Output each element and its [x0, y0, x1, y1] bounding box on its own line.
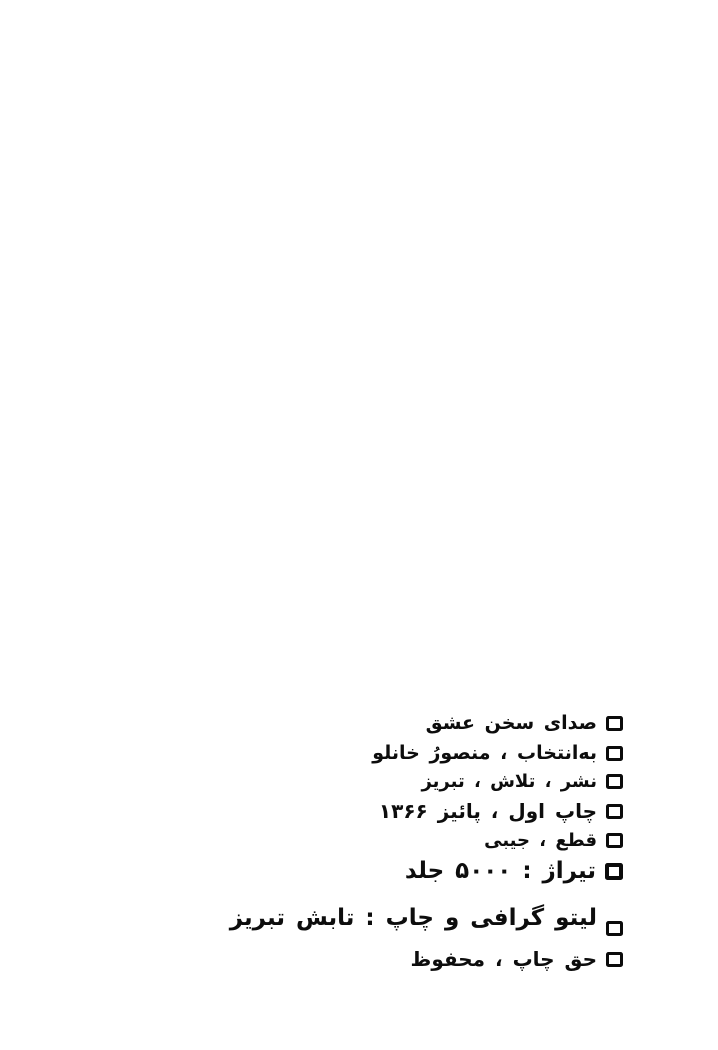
colophon-row-lithography: [230, 898, 623, 938]
lithography-text: لیتو گرافی و چاپ : تابش تبریز: [229, 905, 597, 931]
square-bullet-icon: [606, 716, 623, 731]
colophon-row-publisher: [421, 765, 623, 797]
square-bullet-icon: [606, 746, 623, 761]
colophon-row-title: [426, 706, 623, 740]
selected-by-text: به‌انتخاب ، منصورُ خانلو: [372, 742, 597, 764]
square-bullet-icon: [606, 833, 623, 848]
square-bullet-icon: [605, 863, 623, 880]
print-run-text: تیراژ : ۵۰۰۰ جلد: [404, 858, 596, 884]
colophon-row-printrun: [405, 852, 623, 890]
publisher-text: نشر ، تلاش ، تبریز: [421, 770, 597, 792]
edition-date-text: چاپ اول ، پائیز ۱۳۶۶: [378, 799, 597, 823]
format-text: قطع ، جیبی: [484, 829, 597, 851]
copyright-text: حق چاپ ، محفوظ: [410, 947, 597, 971]
colophon-row-edition: [379, 794, 623, 828]
square-bullet-icon: [606, 952, 623, 967]
square-bullet-icon: [606, 804, 623, 819]
square-bullet-icon: [606, 921, 623, 936]
book-title-text: صدای سخن عشق: [425, 712, 597, 734]
square-bullet-icon: [606, 774, 623, 789]
colophon-row-copyright: [411, 940, 623, 978]
